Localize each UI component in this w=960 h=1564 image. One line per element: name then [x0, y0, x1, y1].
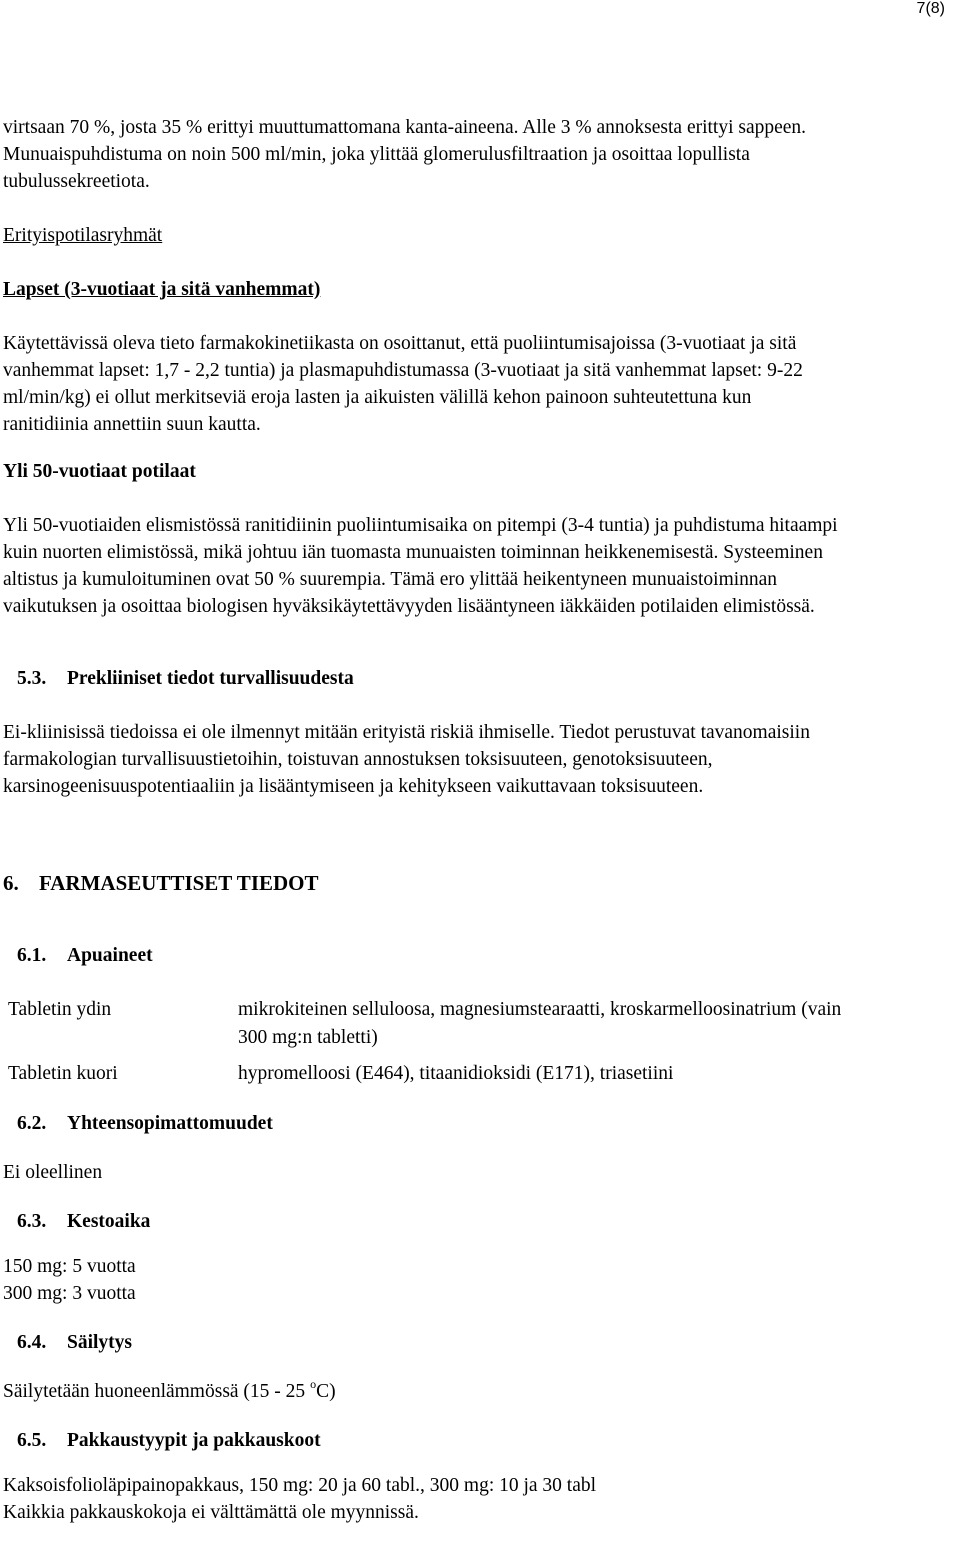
section-title: Säilytys [67, 1332, 133, 1353]
section-number: 6.1. [17, 945, 47, 966]
text-line: vanhemmat lapset: 1,7 - 2,2 tuntia) ja plasmapuhdistumassa (3-vuotiaat ja sitä vanhemmat lapset: 9-22 [3, 360, 803, 381]
section-number: 6.5. [17, 1430, 47, 1451]
section-6-3-heading [3, 1208, 958, 1235]
text-line: karsinogeenisuuspotentiaaliin ja lisääntymiseen ja kehitykseen vaikuttavaan toksisuuteen. [3, 776, 704, 797]
section-6-2-text: Ei oleellinen [3, 1162, 103, 1183]
text-line: Käytettävissä oleva tieto farmakokinetiikasta on osoittanut, että puoliintumisajoissa (3-vuotiaat ja sitä [3, 333, 797, 354]
section-title: Yhteensopimattomuudet [67, 1113, 273, 1134]
section-5-3-heading [3, 665, 958, 692]
preclinical-paragraph [3, 719, 958, 800]
text-line: ml/min/kg) ei ollut merkitseviä eroja lasten ja aikuisten välillä kehon painoon suhteutettuna kun [3, 387, 752, 408]
excipient-label: Tabletin ydin [8, 999, 112, 1020]
section-6-1-heading [3, 942, 958, 969]
section-number: 6.4. [17, 1332, 47, 1353]
page-number: 7(8) [916, 0, 945, 17]
excipients-table [8, 996, 841, 1088]
elderly-paragraph [3, 512, 958, 620]
text-line: altistus ja kumuloituminen ovat 50 % suurempia. Tämä ero ylittää heikentyneen munuaistoiminnan [3, 569, 778, 590]
section-title: Apuaineet [67, 945, 153, 966]
children-heading: Lapset (3-vuotiaat ja sitä vanhemmat) [3, 279, 321, 300]
section-title: Prekliiniset tiedot turvallisuudesta [67, 668, 354, 689]
section-number: 6.3. [17, 1211, 47, 1232]
packaging-paragraph [3, 1472, 958, 1526]
text-line: virtsaan 70 %, josta 35 % erittyi muuttumattomana kanta-aineena. Alle 3 % annoksesta erittyi sappeen. [3, 117, 807, 138]
section-title: FARMASEUTTISET TIEDOT [39, 871, 319, 895]
text-line: Kaksoisfolioläpipainopakkaus, 150 mg: 20 ja 60 tabl., 300 mg: 10 ja 30 tabl [3, 1475, 597, 1496]
text-line: 150 mg: 5 vuotta [3, 1256, 136, 1277]
text-line: mikrokiteinen selluloosa, magnesiumstearaatti, kroskarmelloosinatrium (vain [238, 999, 842, 1020]
text-line: Yli 50-vuotiaiden elismistössä ranitidiinin puoliintumisaika on pitempi (3-4 tuntia) ja puhdistuma hitaampi [3, 515, 838, 536]
section-number: 6. [3, 871, 19, 895]
section-title: Pakkaustyypit ja pakkauskoot [67, 1430, 321, 1451]
storage-text [3, 1378, 958, 1405]
excipient-value [238, 996, 841, 1052]
special-groups-heading: Erityispotilasryhmät [3, 225, 163, 246]
document-body [3, 114, 958, 1526]
text-line: Kaikkia pakkauskokoja ei välttämättä ole myynnissä. [3, 1502, 419, 1523]
text-line: farmakologian turvallisuustietoihin, toistuvan annostuksen toksisuuteen, genotoksisuuteen, [3, 749, 713, 770]
text-line: tubulussekreetiota. [3, 171, 150, 192]
text-line: kuin nuorten elimistössä, mikä johtuu iän tuomasta munuaisten toiminnan heikkenemisestä. Systeeminen [3, 542, 823, 563]
shelf-life-paragraph [3, 1253, 958, 1307]
text-line: vaikutuksen ja osoittaa biologisen hyväksikäytettävyyden lisääntyneen iäkkäiden potilaiden elimistössä. [3, 596, 815, 617]
section-title: Kestoaika [67, 1211, 151, 1232]
elderly-heading: Yli 50-vuotiaat potilaat [3, 461, 196, 482]
text-line: Munuaispuhdistuma on noin 500 ml/min, joka ylittää glomerulusfiltraation ja osoittaa lopullista [3, 144, 750, 165]
storage-text-start: Säilytetään huoneenlämmössä (15 - 25 [3, 1381, 311, 1402]
section-6-2-heading [3, 1110, 958, 1137]
text-line: hypromelloosi (E464), titaanidioksidi (E171), triasetiini [238, 1063, 674, 1084]
degree-superscript: o [310, 1377, 317, 1391]
section-6-5-heading [3, 1427, 958, 1454]
table-row [8, 996, 841, 1052]
excipient-label: Tabletin kuori [8, 1063, 118, 1084]
section-6-heading [3, 870, 958, 897]
section-6-4-heading [3, 1329, 958, 1356]
children-paragraph [3, 330, 958, 438]
text-line: ranitidiinia annettiin suun kautta. [3, 414, 261, 435]
text-line: 300 mg: 3 vuotta [3, 1283, 136, 1304]
section-number: 6.2. [17, 1113, 47, 1134]
table-row [8, 1052, 841, 1088]
section-number: 5.3. [17, 668, 47, 689]
text-line: 300 mg:n tabletti) [238, 1027, 378, 1048]
excipient-value [238, 1052, 841, 1088]
pk-continuation-paragraph [3, 114, 958, 195]
storage-text-end: C) [316, 1381, 336, 1402]
text-line: Ei-kliinisissä tiedoissa ei ole ilmennyt mitään erityistä riskiä ihmiselle. Tiedot perustuvat tavanomaisiin [3, 722, 810, 743]
